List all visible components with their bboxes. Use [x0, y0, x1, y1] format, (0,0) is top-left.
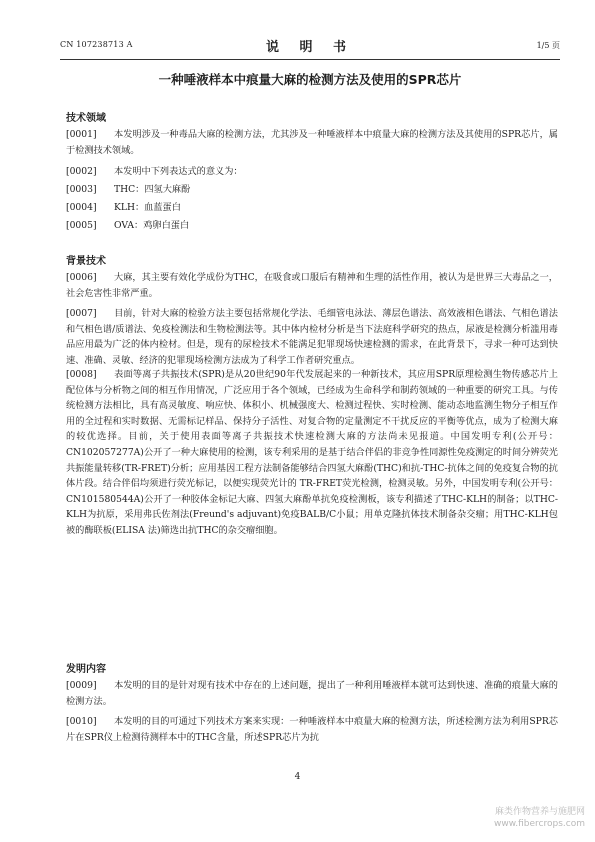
page-header [60, 36, 560, 56]
paragraph-text: OVA：鸡卵白蛋白 [114, 220, 190, 231]
site-watermark [494, 806, 585, 830]
paragraph-0004 [66, 200, 558, 216]
document-title: 一种唾液样本中痕量大麻的检测方法及使用的SPR芯片 [158, 72, 462, 87]
document-type: 说 明 书 [265, 40, 355, 55]
paragraph-number: [0008] [66, 369, 97, 380]
paragraph-text: 本发明涉及一种毒品大麻的检测方法，尤其涉及一种唾液样本中痕量大麻的检测方法及其使用的SPR芯片，属于检测技术领域。 [66, 129, 558, 156]
paragraph-0007 [66, 306, 558, 368]
watermark-url: www.fibercrops.com [494, 819, 585, 829]
paragraph-text: THC：四氢大麻酚 [114, 184, 191, 195]
paragraph-text: 大麻，其主要有效化学成份为THC，在吸食或口服后有精神和生理的活性作用，被认为是世界三大毒品之一，社会危害性非常严重。 [66, 272, 558, 299]
paragraph-0003 [66, 182, 558, 198]
paragraph-number: [0009] [66, 680, 97, 691]
paragraph-text: 本发明中下列表达式的意义为： [114, 166, 243, 177]
paragraph-text: 本发明的目的可通过下列技术方案来实现：一种唾液样本中痕量大麻的检测方法，所述检测方法为利用SPR芯片在SPR仪上检测待测样本中的THC含量，所述SPR芯片为抗 [66, 716, 558, 743]
paragraph-number: [0001] [66, 129, 97, 140]
paragraph-0009 [66, 678, 558, 709]
watermark-title: 麻类作物营养与施肥网 [494, 807, 585, 817]
paragraph-0010 [66, 714, 558, 745]
page-indicator: 1/5 页 [536, 41, 560, 50]
paragraph-0001 [66, 127, 558, 158]
paragraph-number: [0006] [66, 272, 97, 283]
patent-number: CN 107238713 A [60, 40, 133, 49]
paragraph-number: [0010] [66, 716, 97, 727]
section-heading-technical-field: 技术领域 [66, 113, 106, 124]
paragraph-text: 表面等离子共振技术(SPR)是从20世纪90年代发展起来的一种新技术，其应用SPR原理检测生物传感芯片上配位体与分析物之间的相互作用情况，广泛应用于各个领域，已经成为生命科学和制药领域的一种重要的研究工具。与传统检测方法相比，具有高灵敏度、响应快、体积小、机械强度大、检测过程快、实时检测、能动态地监测生物分子相互作用的全过程和实时数据、无需标记样品、保持分子活性、对复合物的定量测定不干扰反应的平衡等优点，成为了检测大麻的较优选择。目前，关于使用表面等离子共振技术快速检测大麻的方法尚未见报道。中国发明专利(公开号：CN102057277A)公开了一种大麻使用的检测，该专利采用的是基于结合伴侣的非竞争性同源性免疫测定的时间分辨荧光共振能量转移(TR-FRET)分析；应用基因工程方法制备能够结合四氢大麻酚(THC)和抗-THC-抗体之间的免疫复合物的抗体片段。结合伴侣均须进行荧光标记，以便实现荧光计的 TR-FRET荧光检测，检测灵敏。另外，中国发明专利(公开号：CN101580544A)公开了一种胶体金标记大麻、四氢大麻酚单抗免疫检测板，该专利描述了THC-KLH的制备；以THC-KLH为抗原，采用弗氏佐剂法(Freund's adjuvant)免疫BALB/C小鼠；用单克隆抗体技术制备杂交瘤；用THC-KLH包被的酶联板(ELISA 法)筛选出抗THC的杂交瘤细胞。 [66, 369, 558, 536]
paragraph-number: [0007] [66, 308, 97, 319]
paragraph-0005 [66, 218, 558, 234]
paragraph-0002 [66, 164, 558, 180]
header-divider [60, 59, 560, 60]
section-heading-background: 背景技术 [66, 256, 106, 267]
paragraph-number: [0003] [66, 184, 97, 195]
paragraph-number: [0002] [66, 166, 97, 177]
paragraph-0008 [66, 367, 558, 539]
paragraph-0006 [66, 270, 558, 301]
paragraph-text: KLH：血蓝蛋白 [114, 202, 181, 213]
paragraph-text: 本发明的目的是针对现有技术中存在的上述问题，提出了一种利用唾液样本就可达到快速、准确的痕量大麻的检测方法。 [66, 680, 558, 707]
paragraph-text: 目前，针对大麻的检验方法主要包括常规化学法、毛细管电泳法、薄层色谱法、高效液相色谱法、气相色谱法和气相色谱/质谱法、免疫检测法和生物检测法等。其中体内检材分析是当下法庭科学研究的热点，尿液是检测分析滥用毒品应用最为广泛的体内检材。但是，现有的尿检技术不能满足犯罪现场快速检测的需求，在此背景下，寻求一种可达到快速、准确、灵敏、经济的犯罪现场检测方法成为了科学工作者研究重点。 [66, 308, 558, 366]
paragraph-number: [0005] [66, 220, 97, 231]
page-number: 4 [294, 772, 301, 782]
section-heading-summary: 发明内容 [66, 664, 106, 675]
paragraph-number: [0004] [66, 202, 97, 213]
